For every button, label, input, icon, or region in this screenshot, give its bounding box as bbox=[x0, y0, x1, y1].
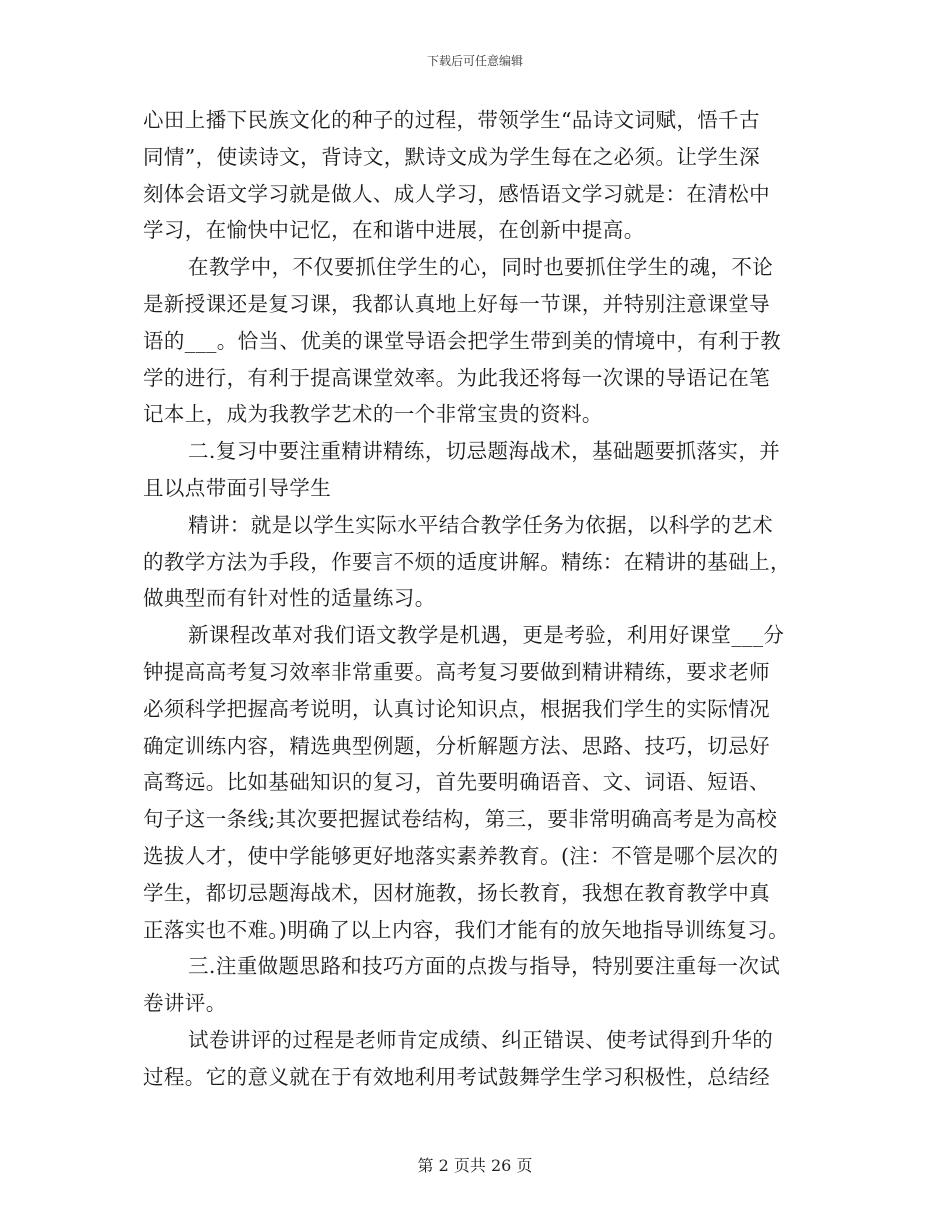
page-number: 第 2 页共 26 页 bbox=[417, 1156, 533, 1175]
document-body bbox=[143, 102, 813, 1096]
text-line: 过程。它的意义就在于有效地利用考试鼓舞学生学习积极性，总结经 bbox=[143, 1064, 770, 1089]
text-line: 新课程改革对我们语文教学是机遇，更是考验，利用好课堂___分 bbox=[188, 623, 785, 648]
text-line: 且以点带面引导学生 bbox=[143, 475, 332, 500]
text-line: 是新授课还是复习课，我都认真地上好每一节课，并特别注意课堂导 bbox=[143, 291, 770, 316]
text-line: 心田上播下民族文化的种子的过程，带领学生“品诗文词赋，悟千古 bbox=[143, 108, 760, 132]
text-line: 钟提高高考复习效率非常重要。高考复习要做到精讲精练，要求老师 bbox=[143, 659, 770, 684]
text-line: 必须科学把握高考说明，认真讨论知识点，根据我们学生的实际情况 bbox=[143, 696, 770, 721]
text-line: 语的___。恰当、优美的课堂导语会把学生带到美的情境中，有利于教 bbox=[143, 328, 782, 353]
text-line: 正落实也不难。)明确了以上内容，我们才能有的放矢地指导训练复习。 bbox=[143, 917, 790, 942]
text-line: 二.复习中要注重精讲精练，切忌题海战术，基础题要抓落实，并 bbox=[188, 439, 781, 464]
text-line: 高骛远。比如基础知识的复习，首先要明确语音、文、词语、短语、 bbox=[143, 770, 770, 795]
text-line: 刻体会语文学习就是做人、成人学习，感悟语文学习就是：在清松中 bbox=[143, 181, 770, 206]
text-line: 三.注重做题思路和技巧方面的点拨与指导，特别要注重每一次试 bbox=[188, 954, 781, 979]
text-line: 句子这一条线;其次要把握试卷结构，第三，要非常明确高考是为高校 bbox=[143, 807, 778, 832]
text-line: 学习，在愉快中记忆，在和谐中进展，在创新中提高。 bbox=[143, 218, 645, 243]
text-line: 在教学中，不仅要抓住学生的心，同时也要抓住学生的魂，不论 bbox=[188, 255, 774, 280]
text-line: 的教学方法为手段，作要言不烦的适度讲解。精练：在精讲的基础上， bbox=[143, 549, 791, 574]
text-line: 选拔人才，使中学能够更好地落实素养教育。(注：不管是哪个层次的 bbox=[143, 843, 779, 868]
text-line: 确定训练内容，精选典型例题，分析解题方法、思路、技巧，切忌好 bbox=[143, 733, 770, 758]
text-line: 试卷讲评的过程是老师肯定成绩、纠正错误、使考试得到升华的 bbox=[188, 1027, 774, 1052]
text-line: 卷讲评。 bbox=[143, 991, 227, 1016]
text-line: 记本上，成为我教学艺术的一个非常宝贵的资料。 bbox=[143, 402, 603, 427]
page-header: 下载后可任意编辑 bbox=[426, 54, 523, 68]
text-line: 精讲：就是以学生实际水平结合教学任务为依据，以科学的艺术 bbox=[188, 512, 774, 537]
text-line: 学生，都切忌题海战术，因材施教，扬长教育，我想在教育教学中真 bbox=[143, 880, 770, 905]
text-line: 做典型而有针对性的适量练习。 bbox=[143, 586, 436, 611]
text-line: 同情”，使读诗文，背诗文，默诗文成为学生每在之必须。让学生深 bbox=[143, 144, 760, 169]
text-line: 学的进行，有利于提高课堂效率。为此我还将每一次课的导语记在笔 bbox=[143, 365, 770, 390]
